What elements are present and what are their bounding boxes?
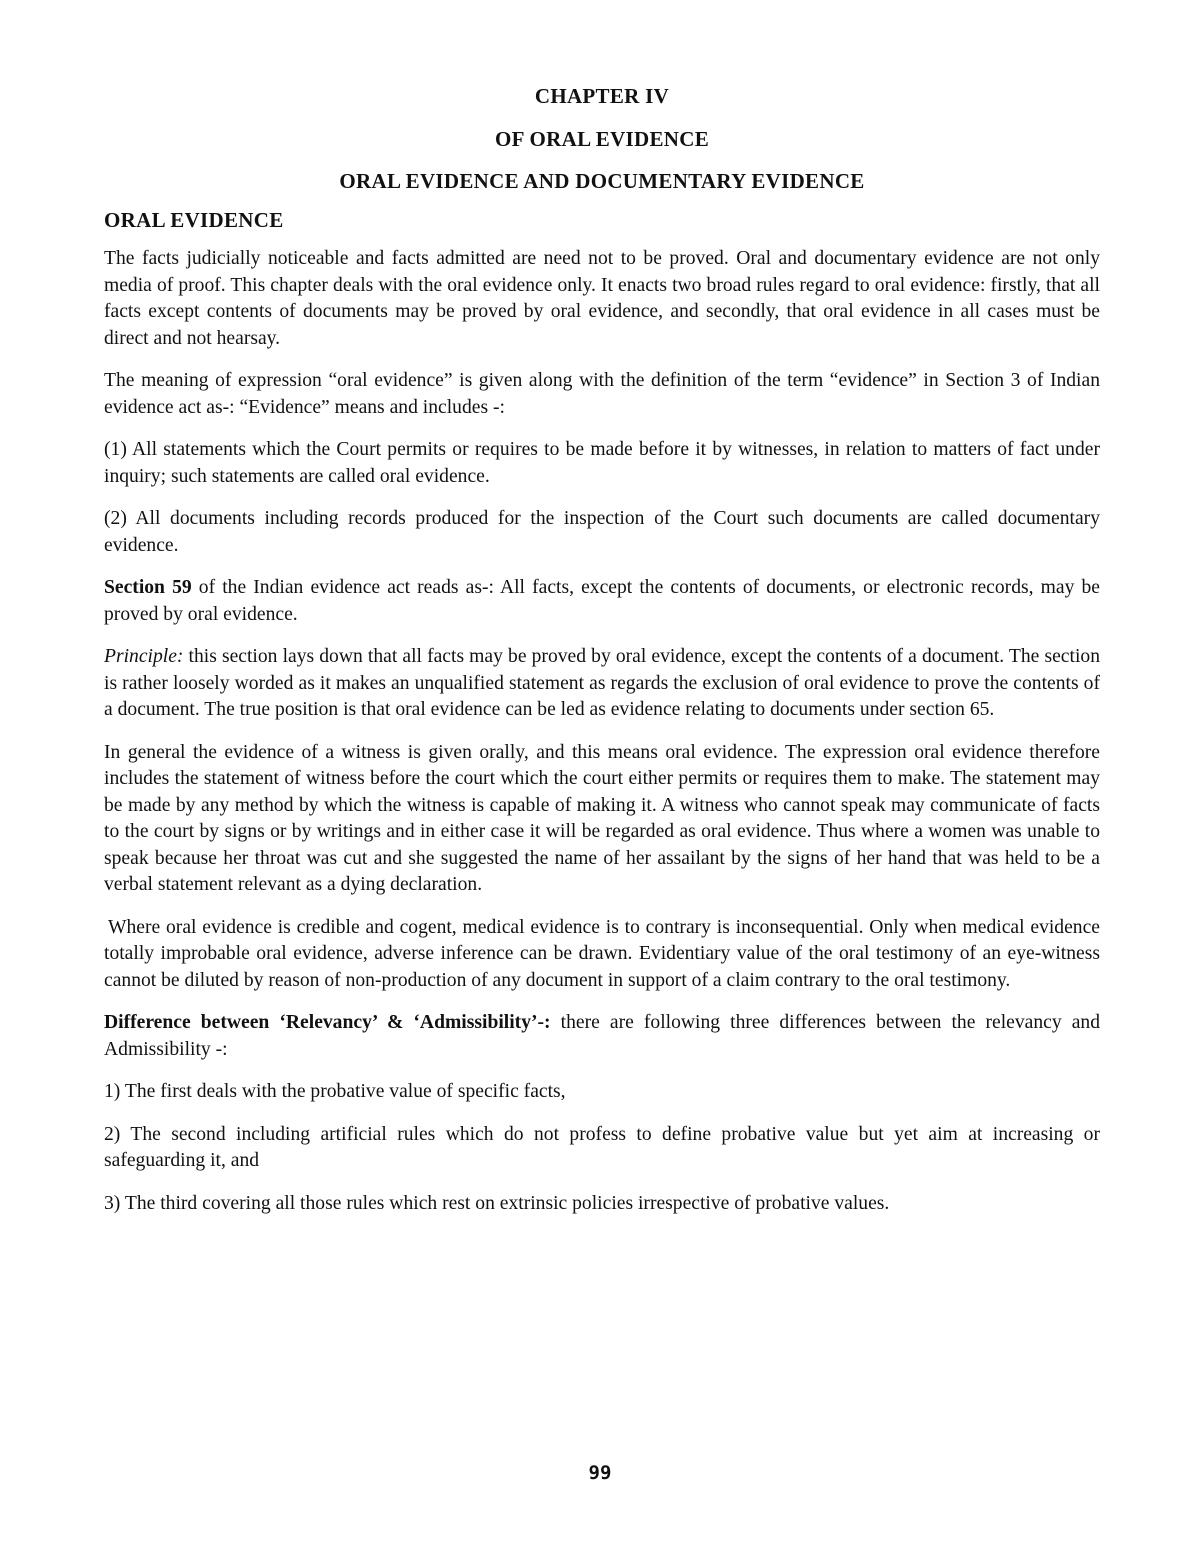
chapter-topic: ORAL EVIDENCE AND DOCUMENTARY EVIDENCE (339, 169, 865, 193)
paragraph-definition: The meaning of expression “oral evidence” is given along with the definition of the term “evidence” in Section 3 of Indian evidence act as-: “Evidence” means and includes -: (104, 370, 1100, 418)
paragraph-medical-evidence: Where oral evidence is credible and cogent, medical evidence is to contrary is inconsequential. Only when medical evidence totally improbable oral evidence, adverse inference can be drawn. Evidentiary value of the oral testimony of an eye-witness cannot be diluted by reason of non-production of any document in support of a claim contrary to the oral testimony. (104, 916, 1100, 991)
document-page (104, 84, 1100, 1233)
list-item: 2) The second including artificial rules which do not profess to define probative value but yet aim at increasing or safeguarding it, and (104, 1123, 1100, 1171)
chapter-subtitle: OF ORAL EVIDENCE (494, 127, 710, 151)
paragraph-section-59 (104, 575, 1100, 628)
list-item: 1) The first deals with the probative value of specific facts, (104, 1081, 566, 1102)
chapter-title: CHAPTER IV (534, 84, 670, 108)
paragraph-principle (104, 644, 1100, 724)
section-59-text: of the Indian evidence act reads as-: All facts, except the contents of documents, or electronic records, may be proved by oral evidence. (104, 577, 1100, 625)
paragraph-documents: (2) All documents including records produced for the inspection of the Court such documents are called documentary evidence. (104, 508, 1100, 556)
section-59-label: Section 59 (104, 577, 192, 598)
principle-label: Principle: (104, 646, 184, 667)
page-number: 99 (588, 1462, 612, 1484)
principle-text: this section lays down that all facts may be proved by oral evidence, except the contents of a document. The section is rather loosely worded as it makes an unqualified statement as regards the exclusion of oral evidence to prove the contents of a document. The true position is that oral evidence can be led as evidence relating to documents under section 65. (104, 646, 1100, 720)
list-item: 3) The third covering all those rules which rest on extrinsic policies irrespective of probative values. (104, 1192, 890, 1214)
paragraph-oral-statements: (1) All statements which the Court permits or requires to be made before it by witnesses, in relation to matters of fact under inquiry; such statements are called oral evidence. (104, 439, 1100, 487)
difference-label: Difference between ‘Relevancy’ & ‘Admissibility’-: (104, 1012, 551, 1033)
paragraph-difference (104, 1010, 1100, 1063)
difference-text: there are following three differences between the relevancy and Admissibility -: (104, 1012, 1100, 1060)
section-heading: ORAL EVIDENCE (104, 208, 284, 232)
paragraph-intro: The facts judicially noticeable and facts admitted are need not to be proved. Oral and documentary evidence are not only media of proof. This chapter deals with the oral evidence only. It enacts two broad rules regard to oral evidence: firstly, that all facts except contents of documents may be proved by oral evidence, and secondly, that oral evidence in all cases must be direct and not hearsay. (104, 248, 1100, 349)
paragraph-general: In general the evidence of a witness is given orally, and this means oral evidence. The expression oral evidence therefore includes the statement of witness before the court which the court either permits or requires them to make. The statement may be made by any method by which the witness is capable of making it. A witness who cannot speak may communicate of facts to the court by signs or by writings and in either case it will be regarded as oral evidence. Thus where a women was unable to speak because her throat was cut and she suggested the name of her assailant by the signs of her hand that was held to be a verbal statement relevant as a dying declaration. (104, 741, 1100, 895)
